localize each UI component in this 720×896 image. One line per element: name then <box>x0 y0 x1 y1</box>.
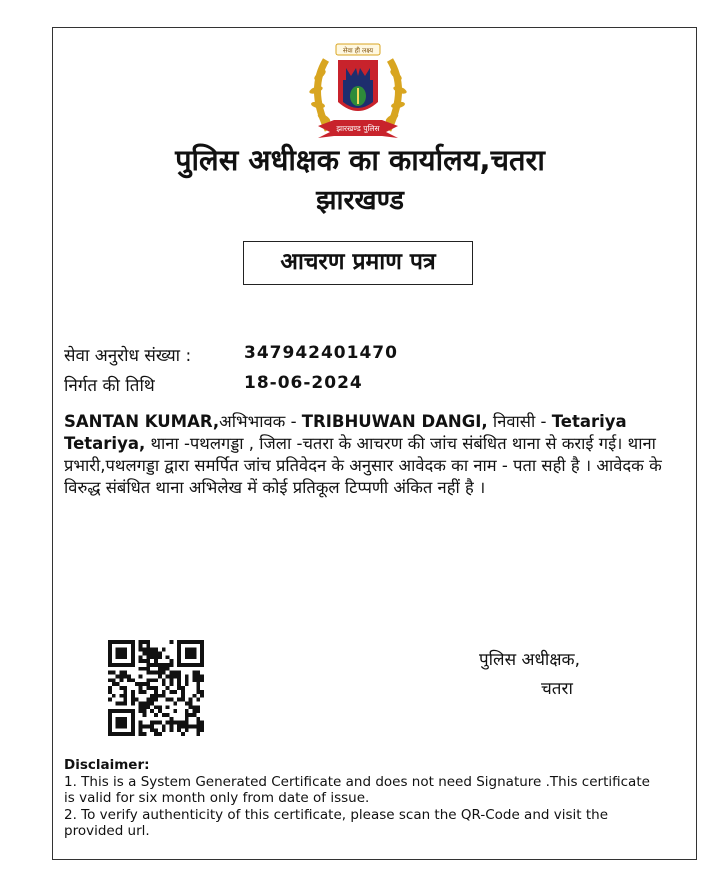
request-number-row <box>64 343 398 366</box>
office-title: पुलिस अधीक्षक का कार्यालय,चतरा <box>175 143 545 177</box>
jharkhand-police-emblem-icon <box>298 40 418 148</box>
signatory-designation: पुलिस अधीक्षक, <box>479 650 580 670</box>
certificate-body <box>64 411 682 499</box>
request-number-value: 347942401470 <box>244 343 398 363</box>
issue-date-label: निर्गत की तिथि <box>64 376 155 396</box>
disclaimer-heading: Disclaimer: <box>64 757 150 773</box>
guardian-name: TRIBHUWAN DANGI, <box>301 412 488 431</box>
emblem-motto: सेवा ही लक्ष्य <box>342 46 374 55</box>
disclaimer <box>64 757 664 840</box>
emblem-ribbon-text: झारखण्ड पुलिस <box>336 124 380 133</box>
certificate-statement: थाना -पथलगड्डा , जिला -चतरा के आचरण की जांच संबंधित थाना से कराई गई। थाना प्रभारी,पथलगड्डा द्वारा समर्पित जांच प्रतिवेदन के अनुसार आवेदक का नाम - पता सही है । आवेदक के विरुद्ध संबंधित थाना अभिलेख में कोई प्रतिकूल टिप्पणी अंकित नहीं है । <box>64 434 662 497</box>
applicant-name: SANTAN KUMAR, <box>64 412 220 431</box>
resident-label: निवासी - <box>487 412 547 431</box>
request-number-label: सेवा अनुरोध संख्या : <box>64 346 192 366</box>
disclaimer-point-1: 1. This is a System Generated Certificate and does not need Signature .This certificate is valid for six month only from date of issue. <box>64 773 650 806</box>
guardian-label: अभिभावक - <box>219 412 302 431</box>
certificate-title: आचरण प्रमाण पत्र <box>243 241 473 285</box>
issue-date-value: 18-06-2024 <box>244 373 363 393</box>
signatory-place: चतरा <box>541 679 573 699</box>
qr-code-icon[interactable] <box>108 640 204 736</box>
village-name: Tetariya Tetariya, <box>64 412 627 453</box>
issue-date-row <box>64 373 363 396</box>
state-title: झारखण्ड <box>316 185 404 216</box>
disclaimer-point-2: 2. To verify authenticity of this certificate, please scan the QR-Code and visit the provided url. <box>64 806 609 839</box>
